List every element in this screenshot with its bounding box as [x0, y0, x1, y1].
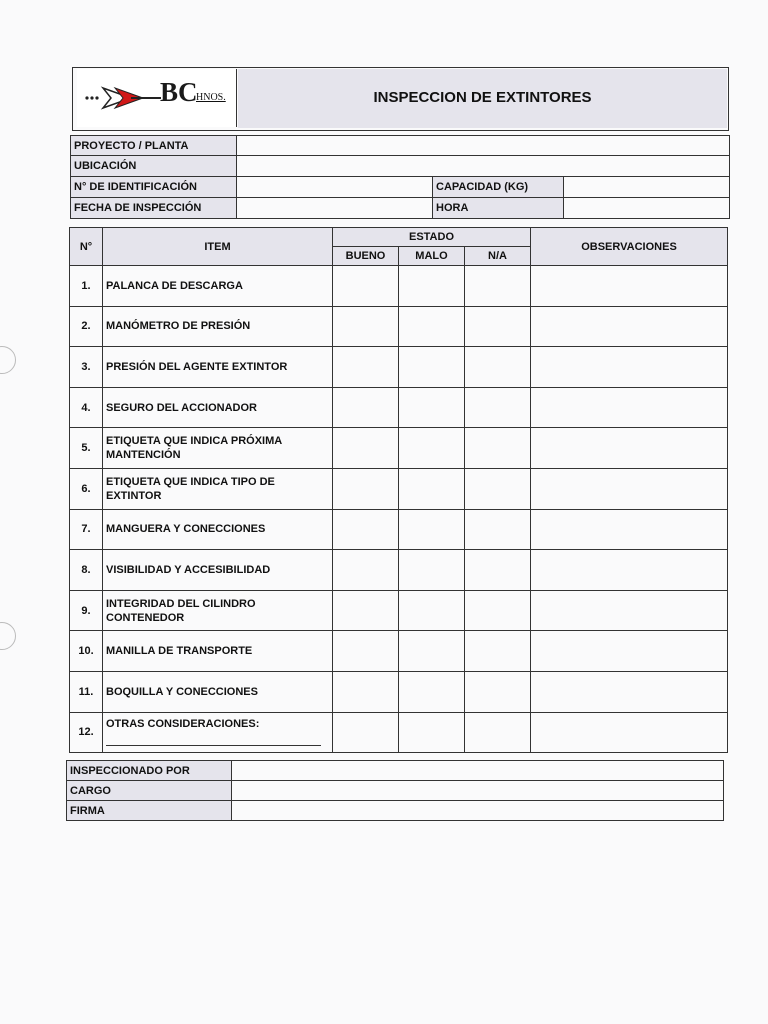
label-ubicacion: UBICACIÓN: [71, 156, 237, 177]
row-item-label: [103, 468, 333, 509]
checklist-row: [70, 631, 728, 672]
label-proyecto: PROYECTO / PLANTA: [71, 136, 237, 156]
check-malo-cell[interactable]: [399, 387, 465, 428]
row-number: 9.: [70, 590, 103, 631]
check-malo-cell[interactable]: [399, 428, 465, 469]
row-item-text: MANILLA DE TRANSPORTE: [106, 645, 253, 658]
checklist-row: [70, 468, 728, 509]
row-item-text: PRESIÓN DEL AGENTE EXTINTOR: [106, 360, 288, 373]
label-cargo: CARGO: [67, 781, 232, 801]
header-estado: ESTADO: [333, 228, 531, 247]
header-malo: MALO: [399, 247, 465, 266]
inspeccionado-field[interactable]: [232, 761, 724, 781]
row-number: 4.: [70, 387, 103, 428]
check-na-cell[interactable]: [465, 428, 531, 469]
checklist-row: [70, 266, 728, 307]
label-fecha: FECHA DE INSPECCIÓN: [71, 198, 237, 219]
check-bueno-cell[interactable]: [333, 428, 399, 469]
observaciones-cell[interactable]: [531, 631, 728, 672]
check-malo-cell[interactable]: [399, 468, 465, 509]
row-item-label: [103, 631, 333, 672]
row-number: 3.: [70, 347, 103, 388]
row-number: 6.: [70, 468, 103, 509]
info-table: [70, 135, 730, 219]
proyecto-field[interactable]: [237, 136, 730, 156]
check-na-cell[interactable]: [465, 671, 531, 712]
checklist-row: [70, 712, 728, 753]
row-number: 10.: [70, 631, 103, 672]
row-number: 1.: [70, 266, 103, 307]
other-considerations-line[interactable]: [106, 739, 321, 746]
label-identificacion: N° DE IDENTIFICACIÓN: [71, 177, 237, 198]
check-malo-cell[interactable]: [399, 671, 465, 712]
checklist-row: [70, 387, 728, 428]
check-malo-cell[interactable]: [399, 266, 465, 307]
check-bueno-cell[interactable]: [333, 631, 399, 672]
row-item-text: MANÓMETRO DE PRESIÓN: [106, 320, 251, 333]
header-box: [72, 67, 729, 131]
header-bueno: BUENO: [333, 247, 399, 266]
row-item-text: OTRAS CONSIDERACIONES:: [106, 717, 260, 730]
row-item-label: [103, 387, 333, 428]
row-item-label: [103, 428, 333, 469]
check-malo-cell[interactable]: [399, 550, 465, 591]
fecha-field[interactable]: [237, 198, 433, 219]
punch-hole-bottom: [0, 622, 16, 650]
row-number: 8.: [70, 550, 103, 591]
hora-field[interactable]: [564, 198, 730, 219]
row-item-label: [103, 550, 333, 591]
identificacion-field[interactable]: [237, 177, 433, 198]
header-item: ITEM: [103, 228, 333, 266]
row-item-label: [103, 712, 333, 753]
row-item-text: VISIBILIDAD Y ACCESIBILIDAD: [106, 563, 271, 576]
observaciones-cell[interactable]: [531, 671, 728, 712]
observaciones-cell[interactable]: [531, 509, 728, 550]
check-na-cell[interactable]: [465, 306, 531, 347]
observaciones-cell[interactable]: [531, 306, 728, 347]
label-firma: FIRMA: [67, 801, 232, 821]
row-item-label: [103, 347, 333, 388]
check-na-cell[interactable]: [465, 266, 531, 307]
check-bueno-cell[interactable]: [333, 306, 399, 347]
observaciones-cell[interactable]: [531, 266, 728, 307]
check-malo-cell[interactable]: [399, 590, 465, 631]
row-number: 7.: [70, 509, 103, 550]
ubicacion-field[interactable]: [237, 156, 730, 177]
observaciones-cell[interactable]: [531, 550, 728, 591]
check-malo-cell[interactable]: [399, 631, 465, 672]
row-item-text: SEGURO DEL ACCIONADOR: [106, 401, 257, 414]
check-na-cell[interactable]: [465, 468, 531, 509]
check-bueno-cell[interactable]: [333, 347, 399, 388]
row-item-label: [103, 509, 333, 550]
cargo-field[interactable]: [232, 781, 724, 801]
check-malo-cell[interactable]: [399, 306, 465, 347]
row-item-label: [103, 306, 333, 347]
check-na-cell[interactable]: [465, 590, 531, 631]
row-item-text: ETIQUETA QUE INDICA TIPO DE EXTINTOR: [106, 475, 275, 502]
label-hora: HORA: [433, 198, 564, 219]
label-inspeccionado: INSPECCIONADO POR: [67, 761, 232, 781]
check-na-cell[interactable]: [465, 347, 531, 388]
check-bueno-cell[interactable]: [333, 671, 399, 712]
punch-hole-top: [0, 346, 16, 374]
check-malo-cell[interactable]: [399, 509, 465, 550]
logo-box: [77, 69, 237, 127]
check-bueno-cell[interactable]: [333, 590, 399, 631]
check-na-cell[interactable]: [465, 550, 531, 591]
row-number: 12.: [70, 712, 103, 753]
observaciones-cell[interactable]: [531, 347, 728, 388]
check-bueno-cell[interactable]: [333, 712, 399, 753]
check-na-cell[interactable]: [465, 509, 531, 550]
checklist-row: [70, 671, 728, 712]
check-bueno-cell[interactable]: [333, 509, 399, 550]
row-item-label: [103, 671, 333, 712]
check-malo-cell[interactable]: [399, 712, 465, 753]
row-item-text: MANGUERA Y CONECCIONES: [106, 523, 266, 536]
logo-subtext: HNOS.: [196, 92, 226, 103]
signature-table: [66, 760, 724, 821]
checklist-row: [70, 509, 728, 550]
check-na-cell[interactable]: [465, 631, 531, 672]
form-title: INSPECCION DE EXTINTORES: [373, 89, 592, 106]
row-number: 2.: [70, 306, 103, 347]
label-capacidad: CAPACIDAD (KG): [433, 177, 564, 198]
check-bueno-cell[interactable]: [333, 387, 399, 428]
firma-field[interactable]: [232, 801, 724, 821]
row-item-text: INTEGRIDAD DEL CILINDRO CONTENEDOR: [106, 597, 256, 624]
observaciones-cell[interactable]: [531, 590, 728, 631]
checklist-row: [70, 550, 728, 591]
row-item-label: [103, 266, 333, 307]
logo-arrow-icon: [81, 83, 161, 113]
row-item-text: ETIQUETA QUE INDICA PRÓXIMA MANTENCIÓN: [106, 435, 282, 462]
check-na-cell[interactable]: [465, 387, 531, 428]
header-num: N°: [70, 228, 103, 266]
checklist-row: [70, 347, 728, 388]
check-bueno-cell[interactable]: [333, 468, 399, 509]
checklist-row: [70, 306, 728, 347]
observaciones-cell[interactable]: [531, 387, 728, 428]
check-bueno-cell[interactable]: [333, 266, 399, 307]
title-cell: [238, 69, 727, 128]
check-bueno-cell[interactable]: [333, 550, 399, 591]
check-na-cell[interactable]: [465, 712, 531, 753]
header-na: N/A: [465, 247, 531, 266]
checklist-table: [69, 227, 728, 753]
check-malo-cell[interactable]: [399, 347, 465, 388]
checklist-row: [70, 428, 728, 469]
row-item-text: PALANCA DE DESCARGA: [106, 279, 243, 292]
row-item-label: [103, 590, 333, 631]
logo-text: BC: [160, 77, 198, 107]
row-number: 11.: [70, 671, 103, 712]
row-number: 5.: [70, 428, 103, 469]
row-item-text: BOQUILLA Y CONECCIONES: [106, 685, 258, 698]
observaciones-cell[interactable]: [531, 712, 728, 753]
capacidad-field[interactable]: [564, 177, 730, 198]
checklist-row: [70, 590, 728, 631]
observaciones-cell[interactable]: [531, 468, 728, 509]
observaciones-cell[interactable]: [531, 428, 728, 469]
header-observaciones: OBSERVACIONES: [531, 228, 728, 266]
